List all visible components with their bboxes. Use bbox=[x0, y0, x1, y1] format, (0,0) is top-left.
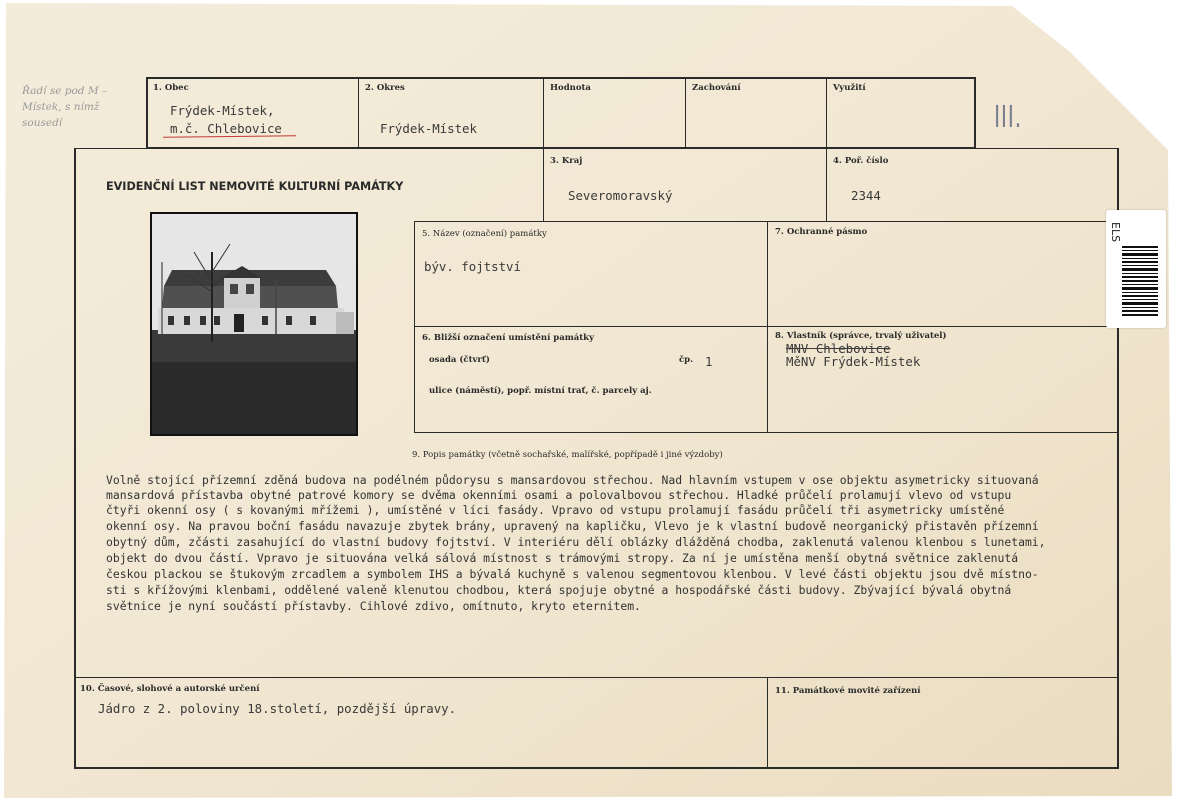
cp-value: 1 bbox=[705, 354, 713, 369]
margin-note-line-1: Řadí se pod M – bbox=[22, 85, 108, 97]
roman-numeral: III. bbox=[994, 100, 1023, 135]
okres-label: 2. Okres bbox=[365, 83, 405, 93]
popis-line-4: okenní osy. Na pravou boční fasádu navazuje zbytek brány, upravený na kapličku, Vlevo je k vlastní budově neorganický přistavěn přízemní bbox=[106, 519, 1039, 533]
barcode-sticker bbox=[1106, 210, 1166, 328]
popis-line-6: objekt do dvou částí. Vpravo je situována velká sálová místnost s trámovými stropy. Za ní je umístěna menší obytná světnice zaklenutá bbox=[106, 551, 1019, 565]
popis-line-9: světnice je nyní součástí přístavby. Cihlové zdivo, omítnuto, kryto eternitem. bbox=[106, 599, 641, 613]
nazev-value: býv. fojtství bbox=[424, 259, 521, 274]
margin-note-line-2: Místek, s nímž bbox=[22, 101, 100, 113]
popis-line-1: Volně stojící přízemní zděná budova na podélném půdorysu s mansardovou střechou. Nad hlavním vstupem v ose objektu asymetricky situovaná bbox=[106, 473, 1039, 487]
vyuziti-label: Využití bbox=[833, 83, 866, 93]
kraj-label: 3. Kraj bbox=[550, 156, 583, 166]
popis-line-7: českou plackou se štukovým zrcadlem a symbolem IHS a bývalá kuchyně s valenou segmentovou klenbou. V levé části objektu jsou dvě místno- bbox=[106, 567, 1039, 581]
barcode-icon bbox=[1122, 246, 1158, 316]
vlastnik-label: 8. Vlastník (správce, trvalý uživatel) bbox=[775, 331, 947, 341]
cp-label: čp. bbox=[679, 355, 694, 365]
obec-label: 1. Obec bbox=[153, 83, 189, 93]
popis-line-3: čtyři okenní osy ( s kovanými mřížemi ), umístěné v líci fasády. Vpravo od vstupu prolamují fasádu průčelí tři asymetricky umístěné bbox=[106, 503, 1005, 517]
urceni-label: 10. Časové, slohové a autorské určení bbox=[80, 684, 260, 694]
urceni-value: Jádro z 2. poloviny 18.století, pozdější úpravy. bbox=[98, 701, 457, 716]
obec-value-line-2: m.č. Chlebovice bbox=[170, 121, 282, 136]
popis-line-5: obytný dům, zčásti zasahující do vlastní budovy fojtství. V interiéru dělí oblázky dlážděná chodba, zaklenutá valenou klenbou s lunetami, bbox=[106, 535, 1046, 549]
sticker-code: ELS bbox=[1109, 222, 1122, 243]
vlastnik-struck-value: MNV Chlebovice bbox=[786, 341, 891, 356]
popis-line-2: mansardová přístavba obytné patrové komory se dvěma okenními osami a polovalbovou střechou. Hladké průčelí prolamují vlevo od vstupu bbox=[106, 488, 1012, 502]
hodnota-label: Hodnota bbox=[550, 83, 591, 93]
popis-line-8: sti s křížovými klenbami, oddělené valeně klenutou chodbou, která spojuje obytné a hospodářské části budovy. Zbývající bývalá obytná bbox=[106, 583, 1012, 597]
form-title: EVIDENČNÍ LIST NEMOVITÉ KULTURNÍ PAMÁTKY bbox=[106, 180, 404, 193]
osada-label: osada (čtvrť) bbox=[429, 355, 490, 365]
margin-note-line-3: sousedí bbox=[22, 117, 63, 129]
vlastnik-value: MěNV Frýdek-Místek bbox=[786, 354, 921, 369]
ulice-label: ulice (náměstí), popř. místní trať, č. parcely aj. bbox=[429, 386, 652, 396]
obec-value-line-1: Frýdek-Místek, bbox=[170, 103, 275, 118]
okres-value: Frýdek-Místek bbox=[380, 121, 477, 136]
kraj-value: Severomoravský bbox=[568, 188, 673, 203]
monument-photo bbox=[150, 212, 358, 436]
zachovani-label: Zachování bbox=[692, 83, 741, 93]
popis-label: 9. Popis památky (včetně sochařské, malířské, popřípadě i jiné výzdoby) bbox=[412, 450, 723, 460]
por-cislo-value: 2344 bbox=[851, 188, 881, 203]
por-cislo-label: 4. Poř. číslo bbox=[833, 156, 889, 166]
ochranne-pasmo-label: 7. Ochranné pásmo bbox=[775, 227, 868, 237]
nazev-label: 5. Název (označení) památky bbox=[422, 229, 547, 239]
umisteni-label: 6. Bližší označení umístění památky bbox=[422, 333, 595, 343]
zarizeni-label: 11. Památkové movité zařízení bbox=[775, 686, 921, 696]
